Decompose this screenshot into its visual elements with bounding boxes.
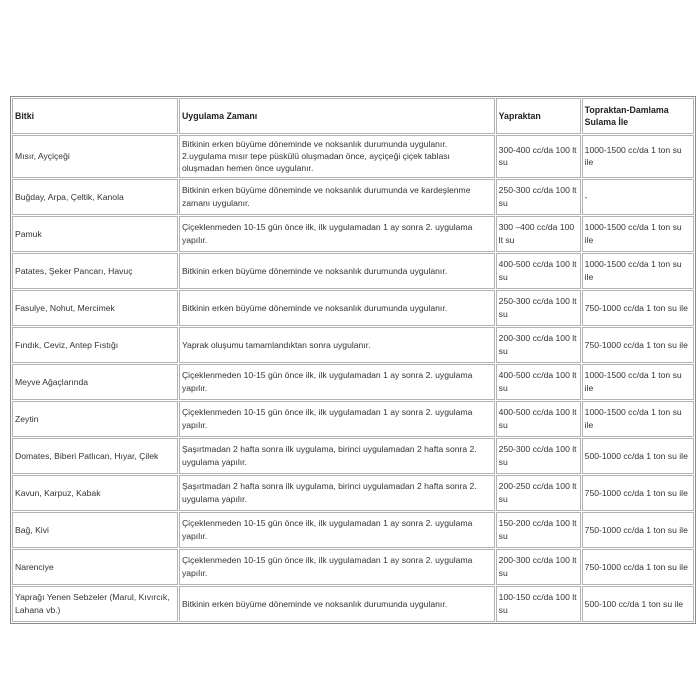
table-row [12, 512, 694, 548]
table-row [12, 135, 694, 178]
cell-topraktan: 750-1000 cc/da 1 ton su ile [582, 290, 694, 326]
header-bitki: Bitki [12, 98, 178, 134]
cell-bitki: Domates, Biberi Patlıcan, Hıyar, Çilek [12, 438, 178, 474]
table-row [12, 475, 694, 511]
cell-topraktan: 750-1000 cc/da 1 ton su ile [582, 549, 694, 585]
cell-topraktan: 1000-1500 cc/da 1 ton su ile [582, 216, 694, 252]
cell-topraktan: - [582, 179, 694, 215]
cell-uygulama-zamani: Çiçeklenmeden 10-15 gün önce ilk, ilk uygulamadan 1 ay sonra 2. uygulama yapılır. [179, 512, 495, 548]
cell-yapraktan: 300-400 cc/da 100 lt su [496, 135, 581, 178]
cell-uygulama-zamani: Yaprak oluşumu tamamlandıktan sonra uygulanır. [179, 327, 495, 363]
cell-uygulama-zamani: Bitkinin erken büyüme döneminde ve noksanlık durumunda uygulanır. [179, 253, 495, 289]
table-row [12, 549, 694, 585]
cell-yapraktan: 400-500 cc/da 100 lt su [496, 253, 581, 289]
header-uygulama-zamani: Uygulama Zamanı [179, 98, 495, 134]
cell-bitki: Pamuk [12, 216, 178, 252]
cell-uygulama-zamani: Şaşırtmadan 2 hafta sonra ilk uygulama, birinci uygulamadan 2 hafta sonra 2. uygulama yapılır. [179, 438, 495, 474]
cell-bitki: Narenciye [12, 549, 178, 585]
cell-bitki: Meyve Ağaçlarında [12, 364, 178, 400]
cell-bitki: Bağ, Kivi [12, 512, 178, 548]
cell-topraktan: 750-1000 cc/da 1 ton su ile [582, 475, 694, 511]
table-row [12, 179, 694, 215]
cell-yapraktan: 400-500 cc/da 100 lt su [496, 364, 581, 400]
cell-topraktan: 500-1000 cc/da 1 ton su ile [582, 438, 694, 474]
application-table-container [10, 96, 696, 624]
table-row [12, 290, 694, 326]
cell-yapraktan: 200-300 cc/da 100 lt su [496, 549, 581, 585]
cell-topraktan: 1000-1500 cc/da 1 ton su ile [582, 401, 694, 437]
table-row [12, 438, 694, 474]
cell-uygulama-zamani: Çiçeklenmeden 10-15 gün önce ilk, ilk uygulamadan 1 ay sonra 2. uygulama yapılır. [179, 401, 495, 437]
header-yapraktan: Yapraktan [496, 98, 581, 134]
header-topraktan: Topraktan-Damlama Sulama İle [582, 98, 694, 134]
cell-yapraktan: 250-300 cc/da 100 lt su [496, 290, 581, 326]
cell-topraktan: 1000-1500 cc/da 1 ton su ile [582, 364, 694, 400]
cell-yapraktan: 100-150 cc/da 100 lt su [496, 586, 581, 622]
cell-uygulama-zamani: Bitkinin erken büyüme döneminde ve noksanlık durumunda uygulanır. [179, 586, 495, 622]
table-header-row [12, 98, 694, 134]
table-row [12, 216, 694, 252]
table-row [12, 253, 694, 289]
cell-uygulama-zamani: Çiçeklenmeden 10-15 gün önce ilk, ilk uygulamadan 1 ay sonra 2. uygulama yapılır. [179, 216, 495, 252]
cell-topraktan: 750-1000 cc/da 1 ton su ile [582, 327, 694, 363]
cell-uygulama-zamani: Bitkinin erken büyüme döneminde ve noksanlık durumunda ve kardeşlenme zamanı uygulanır. [179, 179, 495, 215]
cell-uygulama-zamani: Bitkinin erken büyüme döneminde ve noksanlık durumunda uygulanır. [179, 290, 495, 326]
cell-bitki: Fasulye, Nohut, Mercimek [12, 290, 178, 326]
table-body [12, 135, 694, 622]
application-table [10, 96, 696, 624]
cell-topraktan: 500-100 cc/da 1 ton su ile [582, 586, 694, 622]
cell-bitki: Mısır, Ayçiçeği [12, 135, 178, 178]
cell-bitki: Patates, Şeker Pancarı, Havuç [12, 253, 178, 289]
cell-yapraktan: 200-300 cc/da 100 lt su [496, 327, 581, 363]
cell-bitki: Zeytin [12, 401, 178, 437]
table-row [12, 586, 694, 622]
cell-yapraktan: 200-250 cc/da 100 lt su [496, 475, 581, 511]
cell-uygulama-zamani: Şaşırtmadan 2 hafta sonra ilk uygulama, birinci uygulamadan 2 hafta sonra 2. uygulama yapılır. [179, 475, 495, 511]
cell-yapraktan: 150-200 cc/da 100 lt su [496, 512, 581, 548]
cell-yapraktan: 250-300 cc/da 100 lt su [496, 438, 581, 474]
cell-bitki: Fındık, Ceviz, Antep Fıstığı [12, 327, 178, 363]
cell-yapraktan: 250-300 cc/da 100 lt su [496, 179, 581, 215]
cell-yapraktan: 300 –400 cc/da 100 lt su [496, 216, 581, 252]
cell-yapraktan: 400-500 cc/da 100 lt su [496, 401, 581, 437]
cell-bitki: Kavun, Karpuz, Kabak [12, 475, 178, 511]
cell-uygulama-zamani: Çiçeklenmeden 10-15 gün önce ilk, ilk uygulamadan 1 ay sonra 2. uygulama yapılır. [179, 364, 495, 400]
table-row [12, 364, 694, 400]
cell-topraktan: 750-1000 cc/da 1 ton su ile [582, 512, 694, 548]
cell-bitki: Yaprağı Yenen Sebzeler (Marul, Kıvırcık, Lahana vb.) [12, 586, 178, 622]
cell-uygulama-zamani: Bitkinin erken büyüme döneminde ve noksanlık durumunda uygulanır. 2.uygulama mısır tepe püskülü oluşmadan önce, ayçiçeği çiçek tablası oluşmadan hemen önce uygulanır. [179, 135, 495, 178]
cell-topraktan: 1000-1500 cc/da 1 ton su ile [582, 135, 694, 178]
cell-uygulama-zamani: Çiçeklenmeden 10-15 gün önce ilk, ilk uygulamadan 1 ay sonra 2. uygulama yapılır. [179, 549, 495, 585]
table-row [12, 327, 694, 363]
table-row [12, 401, 694, 437]
cell-topraktan: 1000-1500 cc/da 1 ton su ile [582, 253, 694, 289]
cell-bitki: Buğday, Arpa, Çeltik, Kanola [12, 179, 178, 215]
